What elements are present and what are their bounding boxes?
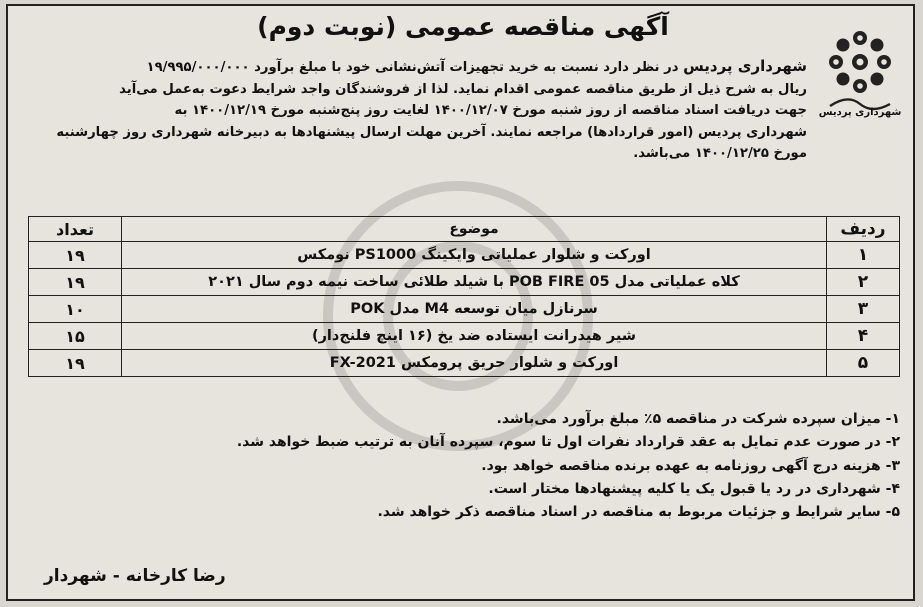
header-qty: تعداد <box>29 217 122 242</box>
header-subject: موضوع <box>122 217 827 242</box>
intro-line-1-text: در نظر دارد نسبت به خرید تجهیزات آتش‌نشانی خود با مبلغ برآورد ۱۹/۹۹۵/۰۰۰/۰۰۰ <box>146 60 684 75</box>
row-index: ۲ <box>827 269 900 296</box>
intro-line-4: شهرداری پردیس (امور قراردادها) مراجعه نمایند. آخرین مهلت ارسال پیشنهادها به دبیرخانه شهرداری روز چهارشنبه <box>56 124 807 140</box>
row-subject: کلاه عملیاتی مدل POB FIRE 05 با شیلد طلائی ساخت نیمه دوم سال ۲۰۲۱ <box>122 269 827 296</box>
row-subject: اورکت و شلوار حریق پرومکس FX-2021 <box>122 350 827 377</box>
row-qty: ۱۹ <box>29 242 122 269</box>
intro-line-1 <box>20 56 807 79</box>
municipality-logo <box>818 24 902 124</box>
row-qty: ۱۹ <box>29 269 122 296</box>
table-row <box>29 350 900 377</box>
row-subject: اورکت و شلوار عملیاتی وایکینگ PS1000 نومکس <box>122 242 827 269</box>
table-row <box>29 296 900 323</box>
intro-lead: شهرداری پردیس <box>683 57 807 75</box>
conditions-list <box>28 408 900 524</box>
header-index: ردیف <box>827 217 900 242</box>
row-qty: ۱۰ <box>29 296 122 323</box>
intro-line-5: مورخ ۱۴۰۰/۱۲/۲۵ می‌باشد. <box>633 146 807 161</box>
signature: رضا کارخانه - شهردار <box>44 566 226 586</box>
table-row <box>29 242 900 269</box>
row-qty: ۱۵ <box>29 323 122 350</box>
row-index: ۳ <box>827 296 900 323</box>
row-qty: ۱۹ <box>29 350 122 377</box>
table-row <box>29 269 900 296</box>
page-title: آگهی مناقصه عمومی (نوبت دوم) <box>257 12 669 41</box>
logo-caption: شهرداری پردیس <box>818 107 902 118</box>
table-header-row <box>29 217 900 242</box>
condition-item: ۳- هزینه درج آگهی روزنامه به عهده برنده مناقصه خواهد بود. <box>481 457 900 474</box>
items-table <box>28 216 900 377</box>
tender-notice <box>6 4 915 601</box>
row-index: ۵ <box>827 350 900 377</box>
row-index: ۱ <box>827 242 900 269</box>
row-subject: سرنازل میان توسعه M4 مدل POK <box>122 296 827 323</box>
intro-line-3: جهت دریافت اسناد مناقصه از روز شنبه مورخ ۱۴۰۰/۱۲/۰۷ لغایت روز پنج‌شنبه مورخ ۱۴۰۰/۱۲/۱۹ به <box>174 103 807 118</box>
condition-item: ۱- میزان سپرده شرکت در مناقصه ۵٪ مبلغ برآورد می‌باشد. <box>496 411 900 427</box>
intro-paragraph <box>20 56 807 165</box>
row-subject: شیر هیدرانت ایستاده ضد یخ (۱۶ اینچ فلنج‌دار) <box>122 323 827 350</box>
condition-item: ۵- سایر شرایط و جزئیات مربوط به مناقصه در اسناد مناقصه ذکر خواهد شد. <box>377 504 900 521</box>
condition-item: ۲- در صورت عدم تمایل به عقد قرارداد نفرات اول تا سوم، سپرده آنان به ترتیب ضبط خواهد شد. <box>236 434 900 451</box>
condition-item: ۴- شهرداری در رد یا قبول یک یا کلیه پیشنهادها مختار است. <box>488 480 900 497</box>
intro-line-2: ریال به شرح ذیل از طریق مناقصه عمومی اقدام نماید. لذا از فروشندگان واجد شرایط دعوت به‌عمل می‌آید <box>119 81 807 97</box>
table-row <box>29 323 900 350</box>
row-index: ۴ <box>827 323 900 350</box>
